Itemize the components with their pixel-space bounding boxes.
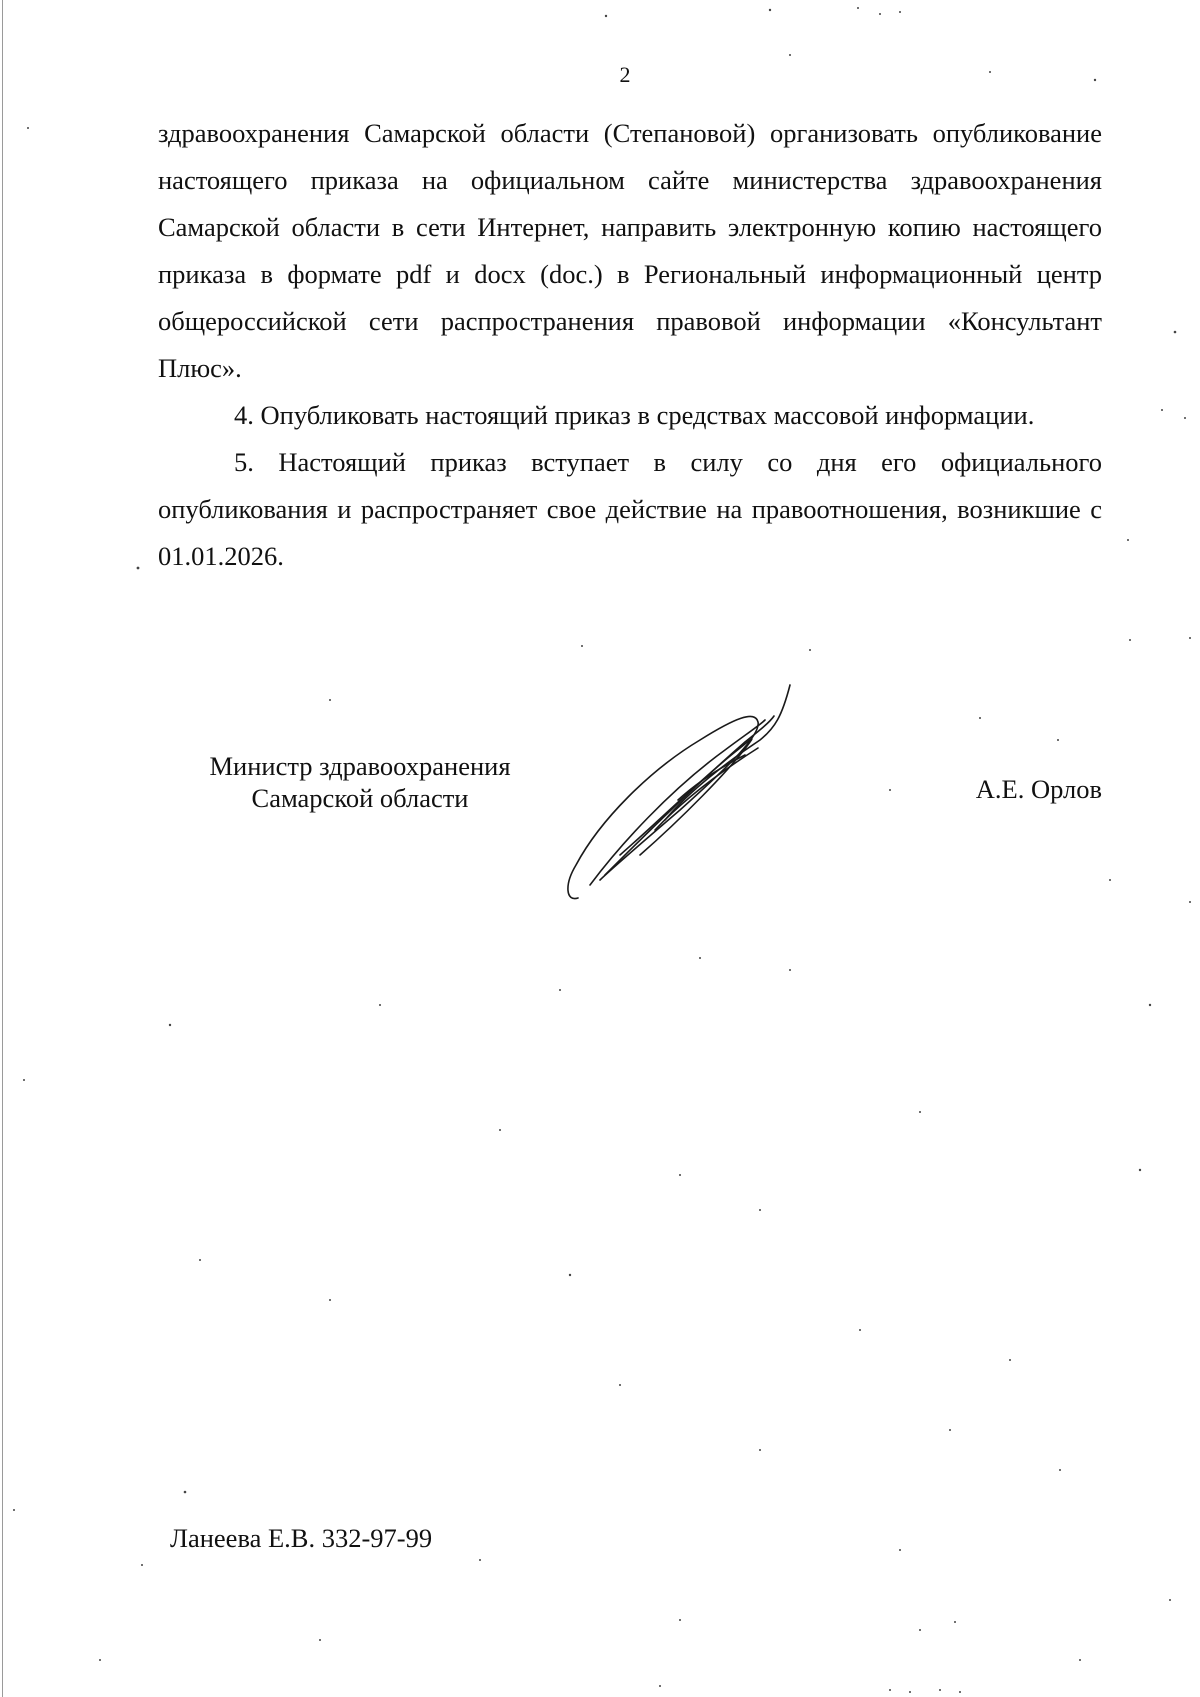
paragraph-item-4: 4. Опубликовать настоящий приказ в средствах массовой информации. [234,400,1035,430]
scan-edge [2,0,3,1697]
paragraph-item-5: 5. Настоящий приказ вступает в силу со дня его официального опубликования и распространяет свое действие на правоотношения, возникшие с 01.01.2026. [158,447,1102,571]
signatory-position [150,750,570,814]
handwritten-signature [560,680,810,910]
page-number: 2 [619,62,631,87]
paragraph-publication: здравоохранения Самарской области (Степановой) организовать опубликование настоящего приказа на официальном сайте министерства здравоохранения Самарской области в сети Интернет, направить электронную копию настоящего приказа в формате pdf и docx (doc.) в Региональный информационный центр общероссийской сети распространения правовой информации «Консультант Плюс». [158,118,1102,383]
executor-contact: Ланеева Е.В. 332-97-99 [170,1523,433,1553]
signatory-position-line2: Самарской области [251,783,469,813]
signatory-name: А.Е. Орлов [975,774,1102,804]
signatory-position-line1: Министр здравоохранения [209,751,511,781]
document-body [158,110,1102,580]
